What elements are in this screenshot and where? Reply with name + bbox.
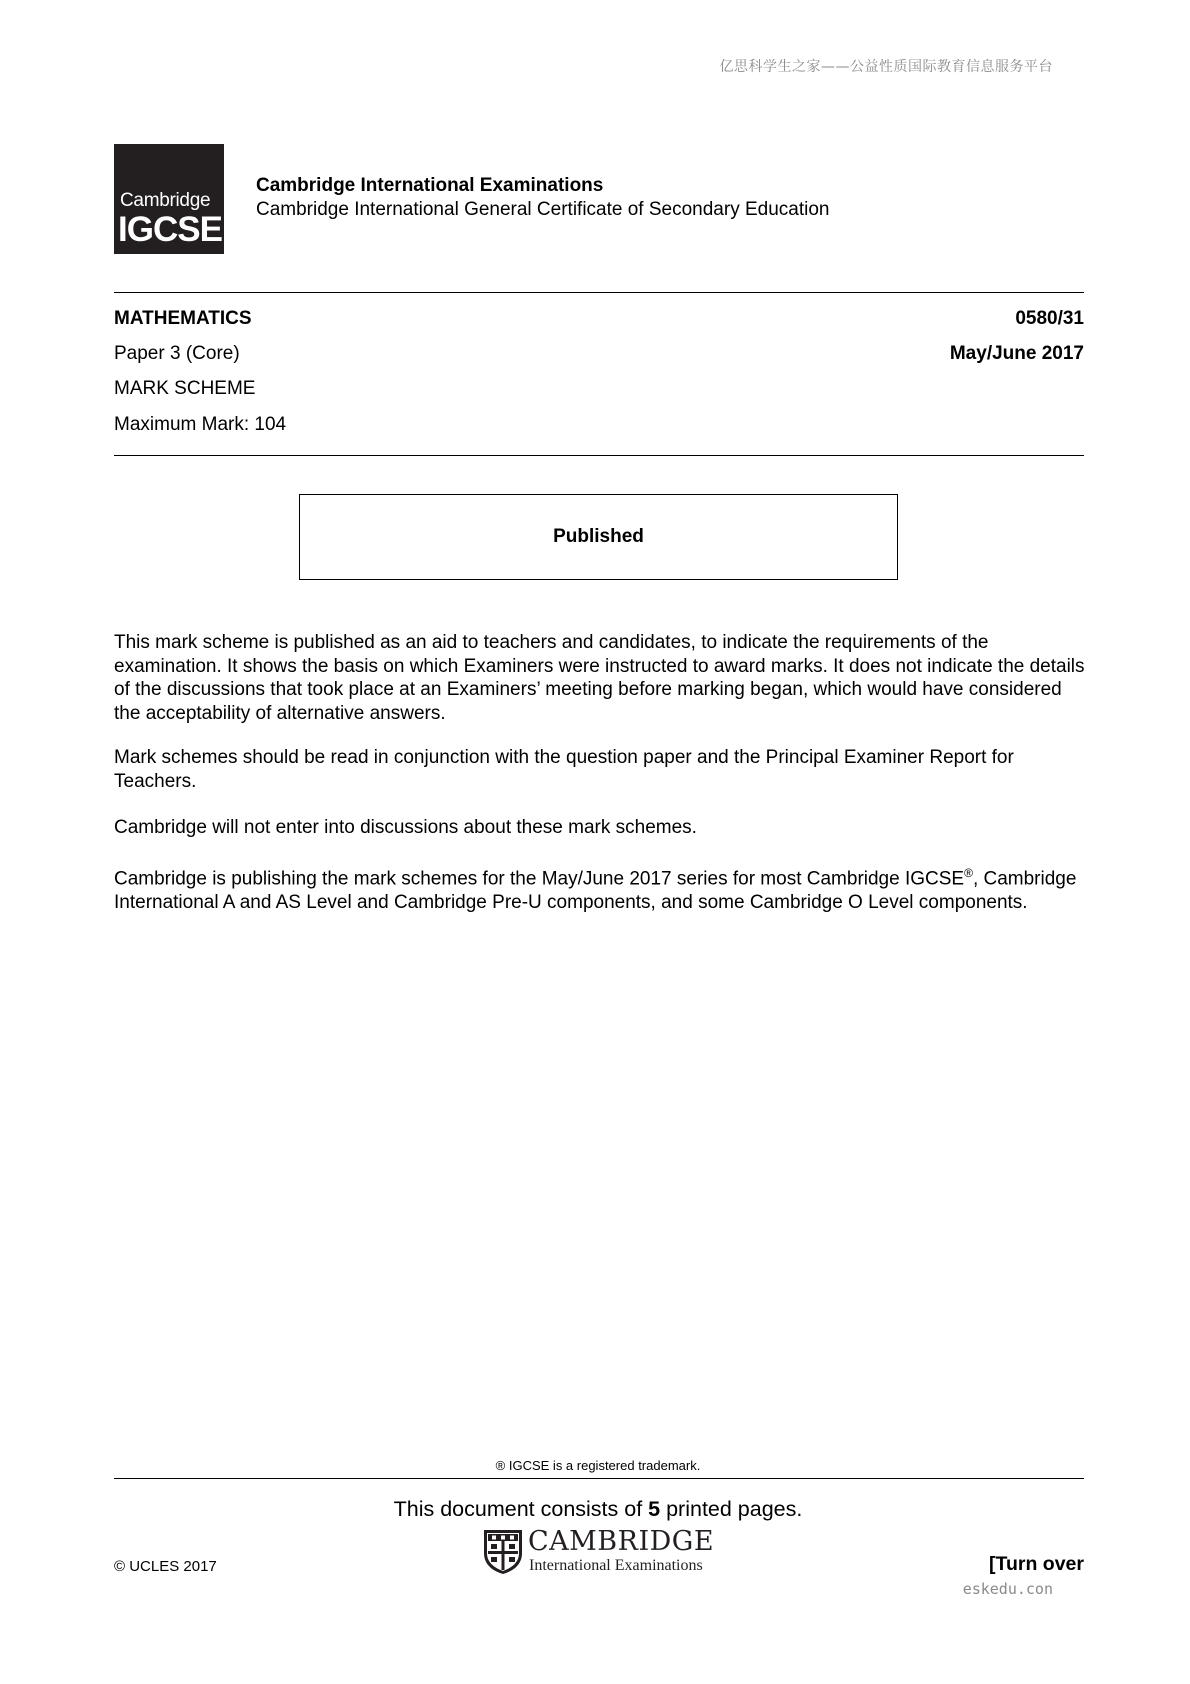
page-count-note [0, 1497, 1190, 1522]
top-divider [114, 292, 1084, 293]
copyright: © UCLES 2017 [114, 1558, 217, 1575]
intro-paragraph: This mark scheme is published as an aid to teachers and candidates, to indicate the requirements of the examination. It shows the basis on which Examiners were instructed to award marks. It does not indicate the details of the discussions that took place at an Examiners’ meeting before marking began, which would have considered the acceptability of alternative answers. [114, 632, 1085, 724]
trademark-note: ® IGCSE is a registered trademark. [495, 1458, 701, 1473]
turn-over: [Turn over [989, 1553, 1084, 1575]
discussion-paragraph: Cambridge will not enter into discussions about these mark schemes. [114, 817, 697, 838]
conjunction-paragraph: Mark schemes should be read in conjunction with the question paper and the Principal Examiner Report for Teachers. [114, 747, 1014, 792]
footer-divider [114, 1478, 1084, 1479]
org-subtitle: Cambridge International General Certificate of Secondary Education [256, 199, 830, 220]
registered-mark: ® [964, 866, 973, 880]
publishing-text-end: , Cambridge International A and AS Level and Cambridge Pre-U components, and some Cambridge O Level components. [114, 868, 1077, 913]
maximum-mark: Maximum Mark: 104 [114, 414, 287, 435]
logo-line-igcse: IGCSE [118, 210, 222, 249]
pages-count: 5 [648, 1497, 661, 1521]
meta-divider [114, 455, 1084, 456]
session-label: May/June 2017 [949, 343, 1084, 364]
org-title: Cambridge International Examinations [256, 175, 604, 196]
cambridge-igcse-logo [114, 144, 224, 254]
status-box [299, 494, 898, 580]
publishing-paragraph [114, 862, 1086, 914]
watermark-top: 亿思科学生之家——公益性质国际教育信息服务平台 [719, 59, 1053, 75]
pages-text-end: printed pages. [660, 1497, 803, 1521]
publishing-text-start: Cambridge is publishing the mark schemes for the May/June 2017 series for most Cambridge IGCSE [114, 868, 965, 890]
logo-line-cambridge: Cambridge [120, 190, 211, 211]
cie-subtitle: International Examinations [529, 1557, 703, 1574]
document-type: MARK SCHEME [114, 378, 256, 399]
watermark-bottom: eskedu.con [962, 1580, 1053, 1598]
pages-text-start: This document consists of [393, 1497, 649, 1521]
paper-label: Paper 3 (Core) [114, 343, 240, 364]
status-label: Published [553, 526, 644, 547]
cambridge-international-logo [483, 1526, 723, 1577]
subject-label: MATHEMATICS [114, 308, 252, 329]
syllabus-code: 0580/31 [1015, 308, 1084, 329]
cie-wordmark: CAMBRIDGE [528, 1526, 715, 1557]
cambridge-crest-icon [483, 1529, 523, 1575]
